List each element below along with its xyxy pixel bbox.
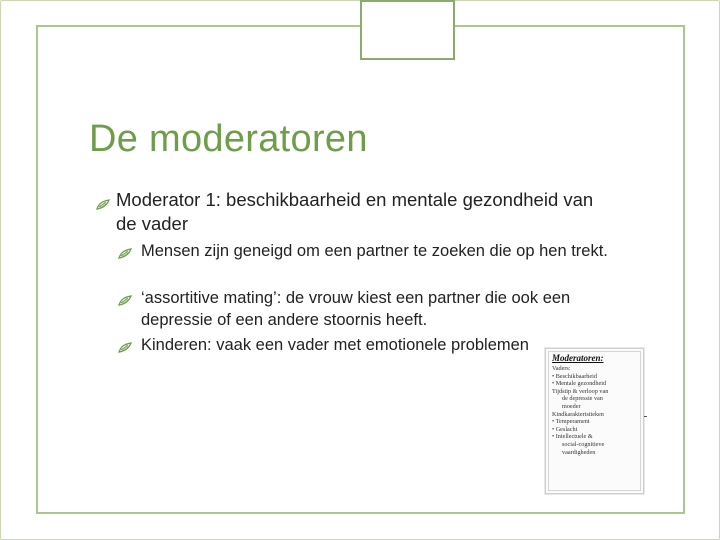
sub-bullet-text: ‘assortitive mating’: de vrouw kiest een partner die ook een depressie of een andere stoornis heeft. <box>141 289 571 329</box>
thumbnail-edge-mark <box>644 416 647 417</box>
thumbnail-line: Tijdstip & verloop van <box>552 387 609 395</box>
thumbnail-title: Moderatoren: <box>552 353 604 363</box>
sub-bullet-text: Kinderen: vaak een vader met emotionele problemen <box>141 336 529 354</box>
thumbnail-line: • Mentale gezondheid <box>552 380 607 388</box>
thumbnail-line: de depressie van <box>562 395 603 403</box>
thumbnail-line: social-cognitieve <box>562 440 605 448</box>
leaf-bullet-icon <box>118 243 132 265</box>
thumbnail-line: Vaders: <box>552 365 571 372</box>
thumbnail-line: moeder <box>562 402 581 410</box>
thumbnail-line: • Beschikbaarheid <box>552 372 597 380</box>
decorative-rectangle <box>360 0 455 60</box>
bullet-level2 <box>118 240 618 262</box>
leaf-bullet-icon <box>96 192 110 216</box>
thumbnail-line: • Temperament <box>552 418 590 426</box>
thumbnail-line: • Geslacht <box>552 425 578 433</box>
thumbnail-line: vaardigheden <box>562 448 596 456</box>
bullet-level1 <box>96 188 616 236</box>
leaf-bullet-icon <box>118 290 132 312</box>
thumbnail-line: Kindkarakteristieken <box>552 410 604 418</box>
thumbnail-text <box>552 365 640 456</box>
slide-title: De moderatoren <box>89 118 368 160</box>
moderators-thumbnail-image <box>545 348 644 494</box>
thumbnail-line: • Intellectuele & <box>552 433 593 441</box>
bullet-level2 <box>118 287 618 331</box>
sub-bullet-text: Mensen zijn geneigd om een partner te zoeken die op hen trekt. <box>141 242 608 260</box>
bullet-level2 <box>118 334 618 356</box>
bullet-text: Moderator 1: beschikbaarheid en mentale gezondheid van de vader <box>116 189 594 234</box>
leaf-bullet-icon <box>118 337 132 359</box>
